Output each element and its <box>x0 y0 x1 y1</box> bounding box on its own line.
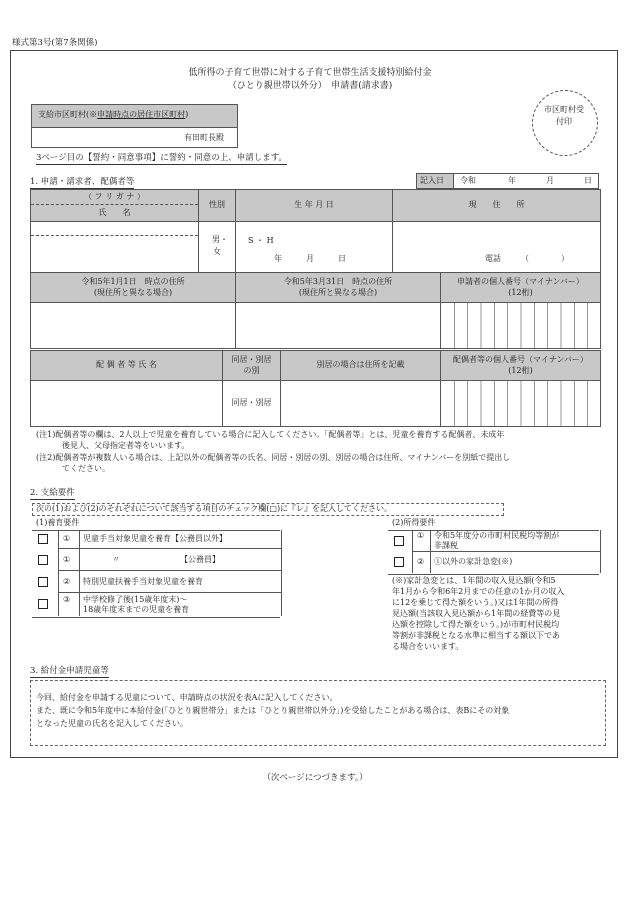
entry-date-label: 記入日 <box>420 176 444 185</box>
applicant-mynumber-header-l2: (12桁) <box>508 287 533 297</box>
check-income-1[interactable] <box>394 536 404 546</box>
name-field[interactable] <box>31 236 199 274</box>
income-note-5: 込額を控除して得た額をいう。)が市町村民税均 <box>392 620 560 629</box>
birthdate-header: 生 年 月 日 <box>236 190 393 222</box>
note1-line1: (注1)配偶者等の欄は、2人以上で児童を養育している場合に記入してください。「配偶者等」とは、児童を養育する配偶者、未成年 <box>36 430 505 439</box>
spouse-name-field[interactable] <box>31 381 223 427</box>
address-jan1-header-l1: 令和5年1月1日 時点の住所 <box>81 276 185 286</box>
section3-line2: また、既に令和5年度中に本給付金(「ひとり親世帯分」または「ひとり親世帯以外分」)を受給したことがある場合は、表Bにその対象 <box>36 706 510 715</box>
entry-date-year: 年 <box>508 176 516 185</box>
applicant-mynumber-header <box>441 273 601 303</box>
note2-line2: てください。 <box>62 464 110 473</box>
address-jan1-header-l2: (現住所と異なる場合) <box>93 287 173 297</box>
separate-address-field[interactable] <box>281 381 441 427</box>
income-note-7: る場合をいいます。 <box>392 642 464 651</box>
upbringing-3-text: 特別児童扶養手当対象児童を養育 <box>83 577 203 586</box>
continued-footer: （次ページにつづきます。） <box>262 773 368 783</box>
cohabit-header <box>223 351 281 381</box>
entry-date-day: 日 <box>584 176 592 185</box>
upbringing-1-no: ① <box>63 534 71 543</box>
birthdate-field[interactable] <box>236 222 393 274</box>
address-mar31-header-l2: (現住所と異なる場合) <box>298 287 378 297</box>
form-title-line2: （ひとり親世帯以外分） 申請書(請求書) <box>227 81 393 91</box>
payer-label: 支給市区町村(※申請時点の居住市区町村) <box>38 110 189 119</box>
upbringing-2-text: 〃 【公務員】 <box>112 555 220 564</box>
income-2-text: ①以外の家計急変(※) <box>434 557 513 566</box>
mayor-addressee: 有田町長殿 <box>184 133 224 142</box>
upbringing-divider <box>79 530 80 616</box>
entry-date-month: 月 <box>546 176 554 185</box>
section3-line1: 今回、給付金を申請する児童について、申請時点の状況を表Aに記入してください。 <box>36 693 338 702</box>
income-1-text2: 非課税 <box>434 541 458 550</box>
spouse-name-header: 配 偶 者 等 氏 名 <box>31 351 223 381</box>
applicant-table <box>30 189 601 274</box>
agreement-text: 3ページ目の【誓約・同意事項】に誓約・同意の上、申請します。 <box>36 153 288 163</box>
address-header: 現 住 所 <box>393 190 601 222</box>
income-note-1: (※)家計急変とは、1年間の収入見込額(令和5 <box>392 576 556 585</box>
name-header: 氏 名 <box>31 205 199 222</box>
reception-stamp-label: 市区町村受付印 <box>544 105 584 126</box>
past-address-table <box>30 272 601 349</box>
upbringing-2-no: ① <box>63 555 71 564</box>
section3-heading: 3. 給付金申請児童等 <box>30 666 109 676</box>
income-requirement-heading: (2)所得要件 <box>392 518 436 527</box>
birth-era: S ・ H <box>248 236 274 245</box>
birth-units: 年 月 日 <box>274 254 346 263</box>
income-note-2: 年1月から令和6年2月までの任意の1か月の収入 <box>392 587 565 596</box>
cohabit-header-l1: 同居・別居 <box>231 354 272 364</box>
upbringing-4-text2: 18歳年度末までの児童を養育 <box>83 605 190 614</box>
income-1-no: ① <box>417 531 425 540</box>
address-mar31-header <box>236 273 441 303</box>
income-note-3: に12を乗じて得た額をいう。)又は1年間の所得 <box>392 598 559 607</box>
upbringing-4-no: ③ <box>63 595 71 604</box>
section2-instruction: 次の(1)および(2)のそれぞれについて該当する項目のチェック欄(□)に『レ』を記入してください。 <box>36 504 393 513</box>
check-upbringing-1[interactable] <box>38 534 48 544</box>
spouse-mynumber-header-l1: 配偶者等の個人番号（マイナンバー） <box>453 354 588 364</box>
upbringing-4-text: 中学校修了後(15歳年度末)～ <box>83 595 188 604</box>
income-note-6: 等割が非課税となる水準に相当する額以下であ <box>392 631 560 640</box>
form-title-line1: 低所得の子育て世帯に対する子育て世帯生活支援特別給付金 <box>188 68 432 78</box>
note1-line2: 後見人、父母指定者等をいいます。 <box>62 441 190 450</box>
address-field[interactable] <box>393 222 601 274</box>
spouse-mynumber-field[interactable] <box>441 381 601 427</box>
cohabit-field[interactable]: 同居・別居 <box>223 381 281 427</box>
check-income-2[interactable] <box>394 557 404 567</box>
check-upbringing-4[interactable] <box>38 599 48 609</box>
gender-field[interactable]: 男・女 <box>199 222 236 274</box>
section1-heading: 1. 申請・請求者、配偶者等 <box>30 177 135 187</box>
address-mar31-field[interactable] <box>236 303 441 349</box>
upbringing-requirement-heading: (1)養育要件 <box>36 518 80 527</box>
spouse-mynumber-header <box>441 351 601 381</box>
income-2-no: ② <box>417 557 425 566</box>
applicant-mynumber-field[interactable] <box>441 303 601 349</box>
address-mar31-header-l1: 令和5年3月31日 時点の住所 <box>283 276 393 286</box>
income-1-text: 令和5年度分の市町村民税均等割が <box>434 531 560 540</box>
gender-header: 性別 <box>199 190 236 222</box>
applicant-mynumber-header-l1: 申請者の個人番号（マイナンバー） <box>457 276 584 286</box>
upbringing-3-no: ② <box>63 577 71 586</box>
cohabit-header-l2: の別 <box>243 365 260 375</box>
income-note-4: 見込額(当該収入見込額から1年間の経費等の見 <box>392 609 561 618</box>
check-upbringing-3[interactable] <box>38 577 48 587</box>
spouse-table <box>30 350 601 427</box>
check-upbringing-2[interactable] <box>38 555 48 565</box>
furigana-field[interactable] <box>31 222 199 236</box>
address-jan1-field[interactable] <box>31 303 236 349</box>
income-divider <box>430 530 431 573</box>
section3-line3: となった児童の氏名を記入してください。 <box>36 719 188 728</box>
section2-heading: 2. 支給要件 <box>30 488 75 498</box>
phone-label: 電話 （ ） <box>485 254 569 263</box>
separate-address-header: 別居の場合は住所を記載 <box>281 351 441 381</box>
address-jan1-header <box>31 273 236 303</box>
upbringing-1-text: 児童手当対象児童を養育【公務員以外】 <box>83 534 227 543</box>
spouse-mynumber-header-l2: (12桁) <box>508 365 533 375</box>
furigana-header: （ フ リ ガ ナ ） <box>31 190 199 205</box>
entry-date-era: 令和 <box>460 176 476 185</box>
form-number: 様式第3号(第7条関係) <box>12 38 98 48</box>
note2-line1: (注2)配偶者等が複数人いる場合は、上記以外の配偶者等の氏名、同居・別居の別、別居の場合は住所、マイナンバーを別紙で提出し <box>36 453 511 462</box>
